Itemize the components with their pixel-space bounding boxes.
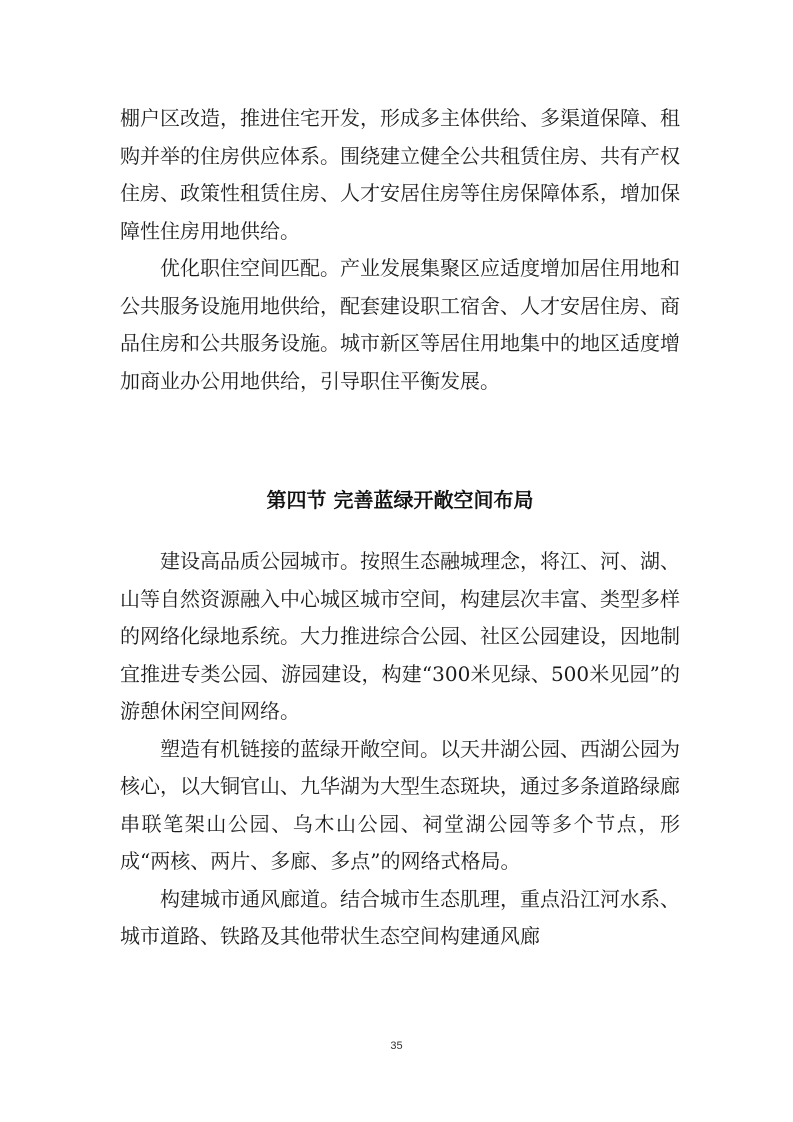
body-text-top — [120, 100, 680, 400]
paragraph-job-housing: 优化职住空间匹配。产业发展集聚区应适度增加居住用地和公共服务设施用地供给，配套建设职工宿舍、人才安居住房、商品住房和公共服务设施。城市新区等居住用地集中的地区适度增加商业办公用地供给，引导职住平衡发展。 — [120, 256, 680, 393]
body-text-bottom — [120, 543, 680, 956]
section-heading: 第四节 完善蓝绿开敞空间布局 — [266, 488, 534, 512]
page-number: 35 — [390, 1040, 403, 1052]
paragraph-continued: 棚户区改造，推进住宅开发，形成多主体供给、多渠道保障、租购并举的住房供应体系。围绕建立健全公共租赁住房、共有产权住房、政策性租赁住房、人才安居住房等住房保障体系，增加保障性住房用地供给。 — [120, 106, 680, 243]
paragraph-blue-green-space: 塑造有机链接的蓝绿开敞空间。以天井湖公园、西湖公园为核心，以大铜官山、九华湖为大型生态斑块，通过多条道路绿廊串联笔架山公园、乌木山公园、祠堂湖公园等多个节点，形成“两核、两片、多廊、多点”的网络式格局。 — [120, 736, 680, 873]
paragraph-park-city: 建设高品质公园城市。按照生态融城理念，将江、河、湖、山等自然资源融入中心城区城市空间，构建层次丰富、类型多样的网络化绿地系统。大力推进综合公园、社区公园建设，因地制宜推进专类公园、游园建设，构建“300米见绿、500米见园”的游憩休闲空间网络。 — [120, 549, 680, 723]
paragraph-ventilation-corridor: 构建城市通风廊道。结合城市生态肌理，重点沿江河水系、城市道路、铁路及其他带状生态空间构建通风廊 — [120, 886, 680, 948]
